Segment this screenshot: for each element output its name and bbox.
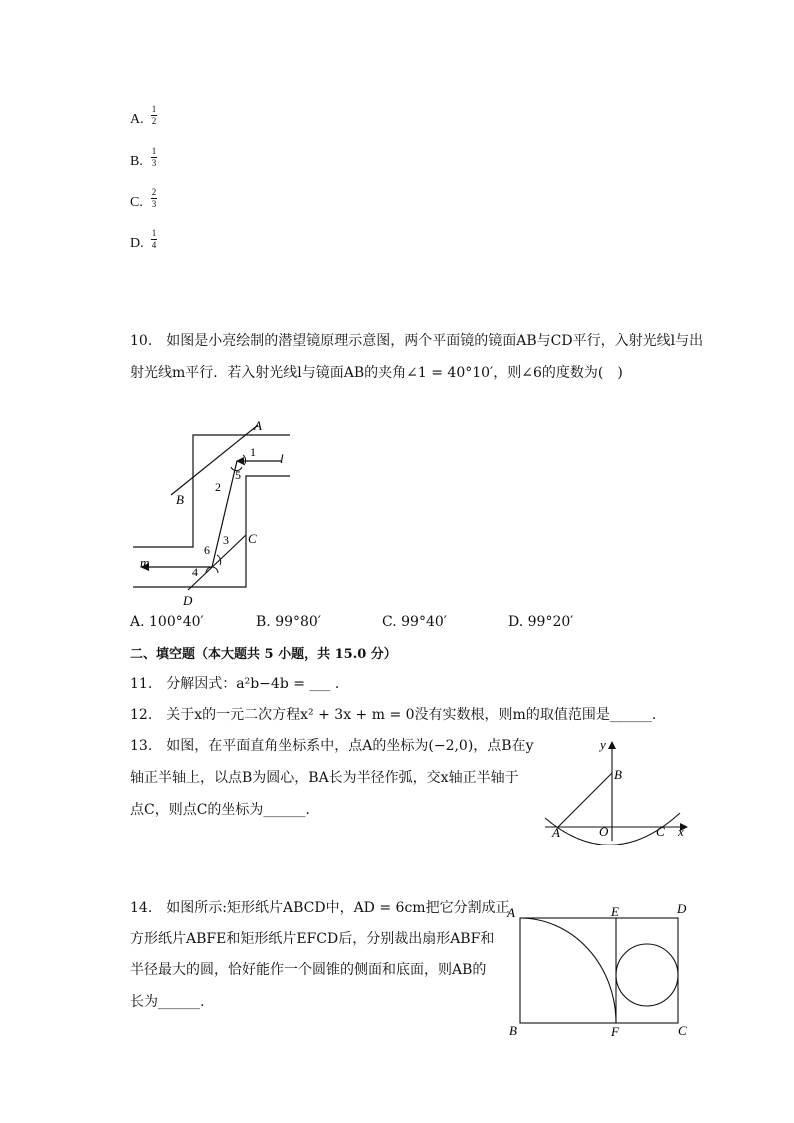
rect-abcd (520, 918, 678, 1023)
q14-text-line1: 14. 如图所示:矩形纸片ABCD中，AD = 6cm把它分割成正 (130, 900, 510, 916)
q14-rectangle-figure (500, 898, 700, 1043)
section-heading-fill-in: 二、填空题（本大题共 5 小题，共 15.0 分） (130, 647, 397, 662)
fig13-label-b: B (614, 767, 622, 782)
fig14-label-c: C (678, 1023, 687, 1038)
segment-ba (558, 773, 612, 827)
q9-option-b[interactable] (130, 150, 143, 170)
q14-text-line2: 方形纸片ABFE和矩形纸片EFCD后，分别裁出扇形ABF和 (130, 931, 495, 947)
fig13-label-x: x (678, 824, 684, 839)
fig10-label-c: C (248, 531, 257, 546)
fig14-label-e: E (611, 904, 619, 919)
q9-option-d[interactable] (130, 232, 144, 252)
option-letter: D. (130, 236, 144, 251)
q9-option-a-fraction: 1 2 (151, 104, 157, 126)
fig13-label-a: A (552, 825, 560, 840)
arrow-icon (236, 457, 244, 465)
option-letter: B. (130, 154, 143, 169)
fig10-angle-2: 2 (215, 480, 221, 494)
fig10-label-a: A (254, 418, 262, 433)
q11-text: 11. 分解因式：a²b−4b = ___ . (130, 676, 340, 692)
q9-option-d-fraction: 1 4 (151, 228, 157, 250)
fig14-label-d: D (677, 901, 687, 916)
fig10-label-m: m (140, 555, 150, 570)
fig10-label-b: B (176, 492, 184, 507)
fig10-angle-6: 6 (204, 543, 210, 557)
q10-option-b[interactable]: B. 99°80′ (256, 614, 322, 630)
q9-option-b-fraction: 1 3 (151, 146, 157, 168)
y-arrow-icon (608, 741, 616, 749)
circle-inscribed (616, 944, 678, 1006)
q9-option-c-fraction: 2 3 (151, 187, 157, 209)
fig13-label-y: y (600, 737, 606, 752)
q13-text-line2: 轴正半轴上，以点B为圆心，BA长为半径作弧，交x轴正半轴于 (130, 770, 519, 786)
fig14-label-b: B (509, 1023, 517, 1038)
fig10-angle-4: 4 (192, 565, 198, 579)
q14-text-line4: 长为______. (130, 994, 205, 1010)
fig10-angle-5: 5 (235, 468, 241, 482)
q12-text: 12. 关于x的一元二次方程x² + 3x + m = 0没有实数根，则m的取值范围是______. (130, 707, 657, 723)
q10-option-a[interactable]: A. 100°40′ (130, 614, 204, 630)
q10-text-line2: 射光线m平行．若入射光线l与镜面AB的夹角∠1 = 40°10′，则∠6的度数为( ) (130, 365, 623, 381)
option-letter: C. (130, 195, 143, 210)
fig13-label-c: C (656, 824, 665, 839)
q13-coordinate-figure (540, 735, 692, 845)
fig10-label-l: l (280, 451, 284, 466)
q10-option-d[interactable]: D. 99°20′ (508, 614, 574, 630)
arc-af (520, 918, 616, 1023)
q9-option-c[interactable] (130, 191, 143, 211)
fig10-angle-3: 3 (223, 533, 229, 547)
q14-text-line3: 半径最大的圆，恰好能作一个圆锥的侧面和底面，则AB的 (130, 962, 487, 978)
q13-text-line3: 点C，则点C的坐标为______. (130, 802, 310, 818)
q13-text-line1: 13. 如图，在平面直角坐标系中，点A的坐标为(−2,0)，点B在y (130, 738, 534, 754)
fig10-label-d: D (183, 593, 193, 608)
q10-text-line1: 10. 如图是小亮绘制的潜望镜原理示意图，两个平面镜的镜面AB与CD平行，入射光线l与出 (130, 333, 704, 349)
q10-option-c[interactable]: C. 99°40′ (382, 614, 447, 630)
q9-option-a[interactable] (130, 108, 144, 128)
fig14-label-a: A (507, 905, 515, 920)
q10-periscope-figure (128, 415, 303, 610)
fig14-label-f: F (611, 1024, 619, 1039)
option-letter: A. (130, 112, 144, 127)
fig13-label-o: O (599, 824, 609, 839)
fig10-angle-1: 1 (250, 445, 256, 459)
